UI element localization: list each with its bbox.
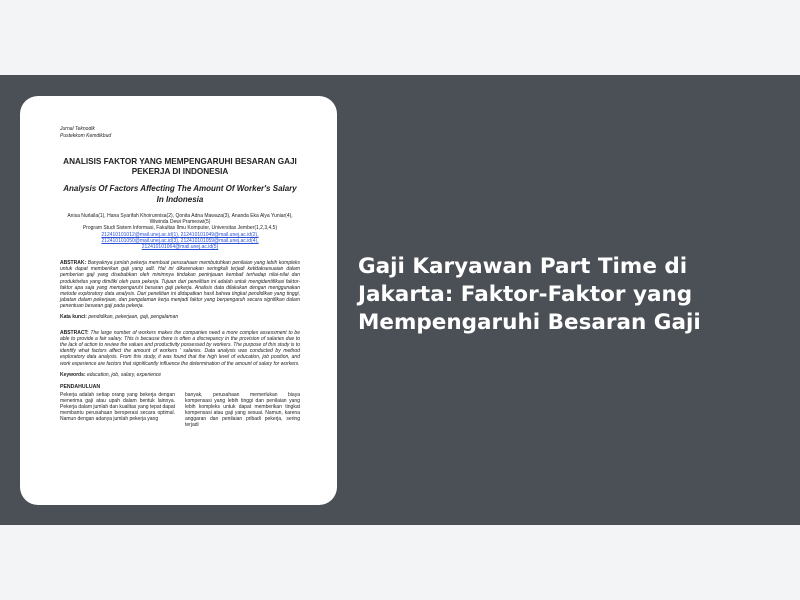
- body-column-left: Pekerja adalah setiap orang yang bekerja dengan menerima gaji atau upah dalam bentuk lainnya. Pekerja dalam jumlah dan kualitas yang tepat dapat membantu perusahaan beroperasi secara optimal. Namun dengan adanya jumlah pekerja yang: [60, 391, 175, 423]
- body-columns: [60, 392, 300, 429]
- abstract-english-text: The large number of workers makes the companies need a more complex assessment to be able to provide a fair salary. This is because there is often a discrepancy in the provision of salaries due to the lack of action to review the values and productivity possessed by workers. The purpose of this study is to identify what factors affect the amount of workers ' salaries. Data analysis was conducted by method exploratory data analysis. From this study, it was found that the high level of education, job position, and work experience are factors that significantly influence the determination of the amount of salary for workers.: [60, 330, 300, 367]
- author-emails-line-1: 212410101012@mail.unej.ac.id(1), 212410101049@mail.unej.ac.id(2),: [101, 231, 259, 238]
- document-page: [60, 126, 300, 428]
- abstract-indonesian-text: Banyaknya jumlah pekerja membuat perusahaan membutuhkan penilaian yang lebih kompleks untuk dapat memberikan gaji yang adil. Hal ini dikarenakan seringkali terjadi ketidaksesuaian dalam pemberian gaji yang disebabkan oleh minimnya tindakan peninjauan kembali terhadap nilai-nilai dan produktivitas yang dimiliki oleh para pekerja. Tujuan dari penelitian ini adalah untuk mengidentifikasi faktor-faktor apa saja yang mempengaruhi besaran gaji pekerja. Analisis data dilakukan dengan menggunakan metode exploratory data analysis. Dari penelitian ini didapatkan hasil bahwa tingkat pendidikan yang tinggi, jabatan dalam pekerjaan, dan pengalaman kerja menjadi faktor yang berpengaruh secara signifikan dalam penentuan besaran gaji pada pekerja.: [60, 260, 300, 309]
- document-preview-card[interactable]: [20, 96, 337, 505]
- keywords-english: [60, 372, 300, 378]
- keywords-indonesian: [60, 314, 300, 320]
- section-heading: PENDAHULUAN: [60, 383, 101, 390]
- keywords-english-text: education, job, salary, experience: [86, 371, 162, 378]
- abstract-indonesian: [60, 260, 300, 309]
- paper-affiliation: Program Studi Sistem Informasi, Fakultas Ilmu Komputer, Universitas Jember(1,2,3,4,5): [82, 225, 278, 232]
- journal-publisher: Pustekkom Kemdikbud: [60, 132, 112, 139]
- abstract-indonesian-label: ABSTRAK:: [60, 260, 87, 267]
- keywords-indonesian-label: Kata kunci:: [60, 313, 87, 320]
- paper-authors-block: [60, 213, 300, 250]
- abstract-english: [60, 330, 300, 367]
- page-headline: Gaji Karyawan Part Time di Jakarta: Faktor-Faktor yang Mempengaruhi Besaran Gaji: [358, 254, 701, 335]
- body-column-right: banyak, perusahaan memerlukan biaya kompensasi yang lebih tinggi dan penilaian yang lebih kompleks untuk dapat memberikan tingkat kompensasi atau gaji yang sesuai. Namun, karena anggaran dan penilaian pribadi pekerja, sering terjadi: [185, 391, 300, 429]
- paper-authors: Anisa Nurlaila(1), Hana Syarifah Khoirunnisa(2), Qonita Adna Mawaza(3), Ananda Eka Alya Yuniar(4), Wiwinda Dewi Prameswi(5): [67, 213, 293, 226]
- abstract-english-label: ABSTRACT:: [60, 330, 89, 337]
- author-emails-line-3: 212410101064@mail.unej.ac.id(5): [141, 244, 219, 251]
- author-emails-line-2: 212410101050@mail.unej.ac.id(3), 212410101059@mail.unej.ac.id(4),: [101, 237, 259, 244]
- paper-title-english: Analysis Of Factors Affecting The Amount Of Worker's Salary In Indonesia: [63, 184, 297, 204]
- paper-title-indonesian: ANALISIS FAKTOR YANG MEMPENGARUHI BESARAN GAJI PEKERJA DI INDONESIA: [63, 157, 297, 176]
- keywords-english-label: Keywords:: [60, 371, 86, 378]
- keywords-indonesian-text: pendidikan, pekerjaan, gaji, pengalaman: [88, 313, 179, 320]
- journal-name: Jurnal Teknodik: [60, 126, 95, 132]
